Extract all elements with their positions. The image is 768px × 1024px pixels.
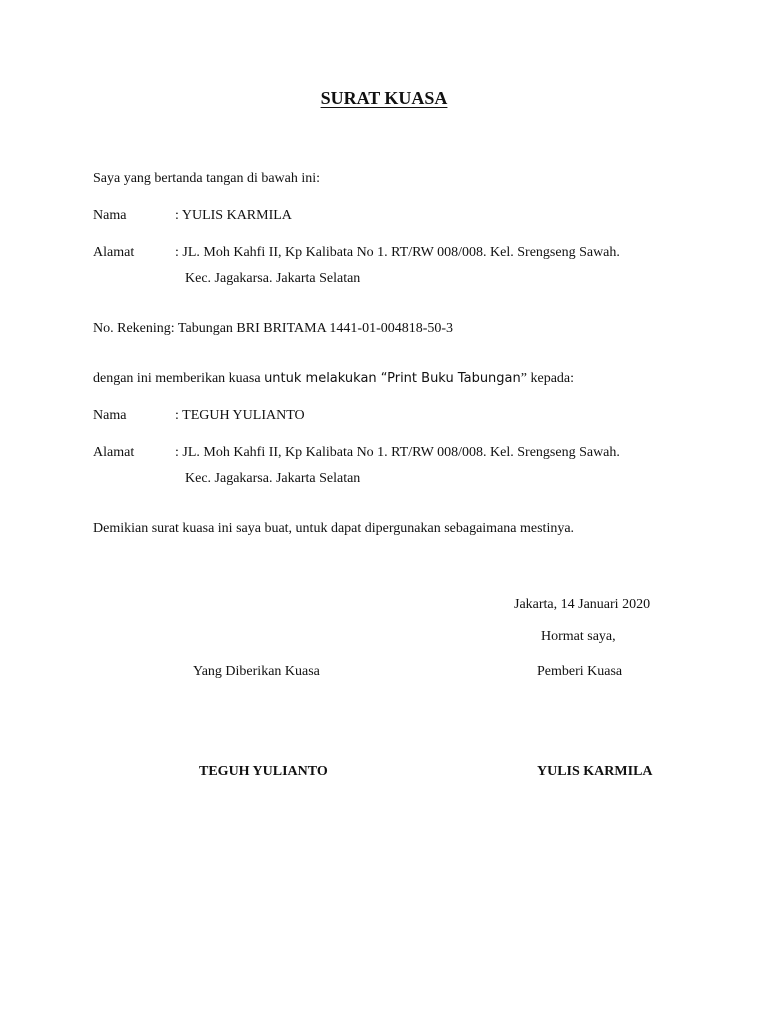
grantee-address-line1: : JL. Moh Kahfi II, Kp Kalibata No 1. RT/RW 008/008. Kel. Srengseng Sawah. [175,445,620,460]
grantee-address-line2: Kec. Jagakarsa. Jakarta Selatan [185,471,361,486]
grantor-name-label: Nama [93,208,127,223]
grant-statement [93,371,574,387]
left-signature-name: TEGUH YULIANTO [199,764,328,779]
grantor-address-label: Alamat [93,245,135,260]
grantee-name-label: Nama [93,408,127,423]
grant-statement-prefix: dengan ini memberikan kuasa [93,371,265,386]
right-signature-role: Pemberi Kuasa [537,664,623,679]
grantee-name-value: : TEGUH YULIANTO [175,408,305,423]
grantee-address-label: Alamat [93,445,135,460]
intro-text: Saya yang bertanda tangan di bawah ini: [93,171,321,186]
regards: Hormat saya, [541,629,616,644]
closing-statement: Demikian surat kuasa ini saya buat, untuk dapat dipergunakan sebagaimana mestinya. [93,521,575,536]
right-signature-name: YULIS KARMILA [537,764,653,779]
grant-statement-suffix: ” kepada: [520,371,575,386]
grantor-name-value: : YULIS KARMILA [175,208,292,223]
left-signature-role: Yang Diberikan Kuasa [193,664,320,679]
document-title: SURAT KUASA [320,88,448,108]
grantor-address-line2: Kec. Jagakarsa. Jakarta Selatan [185,271,361,286]
grant-statement-middle: untuk melakukan “Print Buku Tabungan [264,371,521,386]
grantor-address-line1: : JL. Moh Kahfi II, Kp Kalibata No 1. RT/RW 008/008. Kel. Srengseng Sawah. [175,245,620,260]
account-number: No. Rekening: Tabungan BRI BRITAMA 1441-01-004818-50-3 [93,321,454,336]
place-date: Jakarta, 14 Januari 2020 [514,597,651,612]
